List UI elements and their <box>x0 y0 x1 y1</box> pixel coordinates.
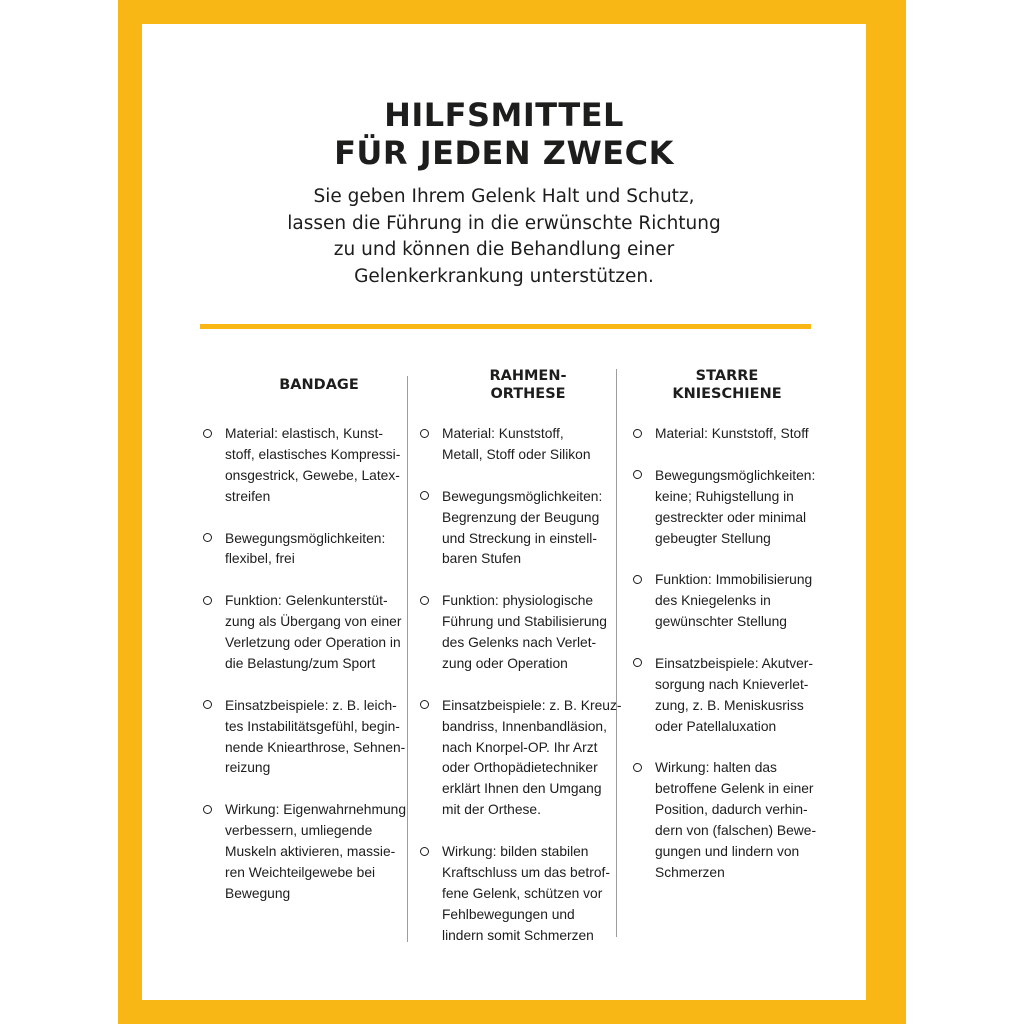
column-divider <box>407 376 408 942</box>
intro-line: Sie geben Ihrem Gelenk Halt und Schutz, <box>313 186 695 207</box>
column-heading <box>430 367 626 403</box>
list-item: Bewegungsmöglichkeiten: keine; Ruhigstellung in gestreckter oder minimal gebeugter Stellung <box>633 466 816 550</box>
item-list <box>420 424 621 967</box>
circle-bullet-icon <box>420 847 429 856</box>
column-heading <box>219 376 419 394</box>
column-heading-line: KNIESCHIENE <box>672 386 782 402</box>
intro-line: Gelenkerkrankung unterstützen. <box>354 265 654 287</box>
circle-bullet-icon <box>203 533 212 542</box>
circle-bullet-icon <box>633 429 642 438</box>
list-item: Wirkung: Eigenwahrnehmung verbessern, umliegende Muskeln aktivieren, massie- ren Weichteilgewebe bei Bewegung <box>203 800 406 905</box>
circle-bullet-icon <box>420 700 429 709</box>
column-heading <box>627 367 827 403</box>
list-item: Wirkung: bilden stabilen Kraftschluss um das betrof- fene Gelenk, schützen vor Fehlbewegungen und lindern somit Schmerzen <box>420 842 621 947</box>
list-item: Wirkung: halten das betroffene Gelenk in einer Position, dadurch verhin- dern von (falschen) Bewe- gungen und lindern von Schmerzen <box>633 758 816 883</box>
item-list <box>633 424 816 905</box>
title-line: HILFSMITTEL <box>384 96 624 134</box>
column-heading-line: ORTHESE <box>490 386 566 402</box>
list-item: Material: Kunststoff, Stoff <box>633 424 816 445</box>
circle-bullet-icon <box>633 763 642 772</box>
circle-bullet-icon <box>420 429 429 438</box>
column-heading-line: BANDAGE <box>279 377 359 393</box>
list-item: Funktion: Gelenkunterstüt- zung als Übergang von einer Verletzung oder Operation in die Belastung/zum Sport <box>203 591 406 675</box>
circle-bullet-icon <box>203 805 212 814</box>
circle-bullet-icon <box>203 700 212 709</box>
circle-bullet-icon <box>420 491 429 500</box>
list-item: Einsatzbeispiele: z. B. Kreuz- bandriss, Innenbandläsion, nach Knorpel-OP. Ihr Arzt oder Orthopädietechniker erklärt Ihnen den Umgang mit der Orthese. <box>420 696 621 821</box>
column-heading-line: STARRE <box>695 368 759 384</box>
column-heading-line: RAHMEN- <box>489 368 567 384</box>
circle-bullet-icon <box>203 596 212 605</box>
list-item: Material: Kunststoff, Metall, Stoff oder Silikon <box>420 424 621 466</box>
page-title <box>142 96 866 172</box>
circle-bullet-icon <box>420 596 429 605</box>
list-item: Einsatzbeispiele: Akutver- sorgung nach Knieverlet- zung, z. B. Meniskusriss oder Patellaluxation <box>633 654 816 738</box>
circle-bullet-icon <box>633 658 642 667</box>
list-item: Funktion: Immobilisierung des Kniegelenks in gewünschter Stellung <box>633 570 816 633</box>
intro-line: lassen die Führung in die erwünschte Richtung <box>287 212 721 234</box>
intro-line: zu und können die Behandlung einer <box>333 239 675 260</box>
list-item: Material: elastisch, Kunst- stoff, elastisches Kompressi- onsgestrick, Gewebe, Latex- streifen <box>203 424 406 508</box>
circle-bullet-icon <box>203 429 212 438</box>
circle-bullet-icon <box>633 470 642 479</box>
intro-text <box>142 184 866 290</box>
list-item: Bewegungsmöglichkeiten: Begrenzung der Beugung und Streckung in einstell- baren Stufen <box>420 487 621 571</box>
title-line: FÜR JEDEN ZWECK <box>334 134 674 172</box>
yellow-rule <box>200 324 811 329</box>
list-item: Einsatzbeispiele: z. B. leich- tes Instabilitätsgefühl, begin- nende Kniearthrose, Sehnen- reizung <box>203 696 406 780</box>
item-list <box>203 424 406 926</box>
list-item: Funktion: physiologische Führung und Stabilisierung des Gelenks nach Verlet- zung oder Operation <box>420 591 621 675</box>
circle-bullet-icon <box>633 575 642 584</box>
list-item: Bewegungsmöglichkeiten: flexibel, frei <box>203 529 406 571</box>
content-card <box>142 24 866 1000</box>
